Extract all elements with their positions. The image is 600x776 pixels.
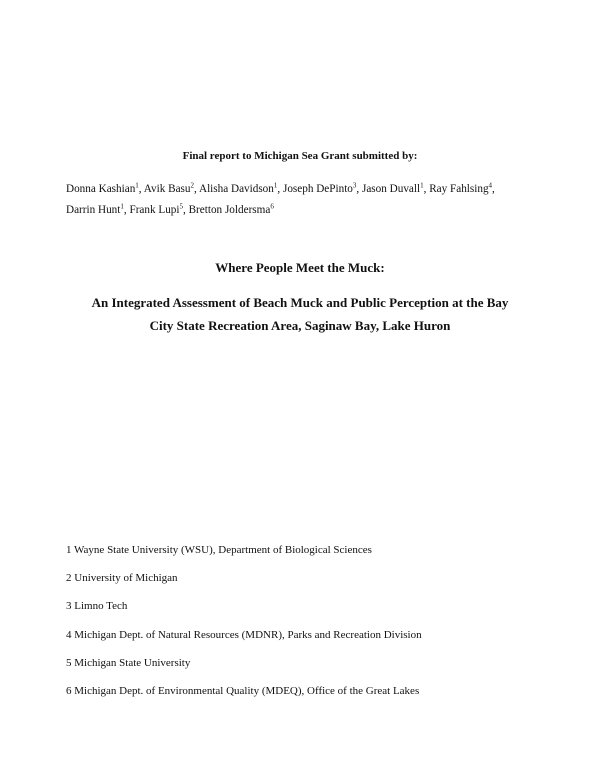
author-name: Jason Duvall <box>361 183 421 195</box>
author <box>144 183 194 195</box>
author <box>429 183 492 195</box>
affiliation-list <box>66 543 546 712</box>
author <box>129 204 183 216</box>
author-affiliation-number: 1 <box>135 181 139 190</box>
author-name: Bretton Joldersma <box>188 204 271 216</box>
report-title: Where People Meet the Muck: <box>215 260 385 275</box>
author-affiliation-number: 1 <box>420 181 424 190</box>
author-name: Frank Lupi <box>129 204 180 216</box>
affiliation-item: 4 Michigan Dept. of Natural Resources (MDNR), Parks and Recreation Division <box>66 628 422 641</box>
author-name: Avik Basu <box>143 183 191 195</box>
affiliation-item: 1 Wayne State University (WSU), Department of Biological Sciences <box>66 544 372 556</box>
author-affiliation-number: 2 <box>190 181 194 190</box>
report-subtitle <box>60 291 540 337</box>
author <box>283 183 356 195</box>
author <box>66 183 139 195</box>
affiliation-item: 2 University of Michigan <box>66 572 178 585</box>
affiliation-item: 6 Michigan Dept. of Environmental Quality (MDEQ), Office of the Great Lakes <box>66 684 420 697</box>
report-subtitle-line: An Integrated Assessment of Beach Muck and Public Perception at the Bay <box>91 295 509 310</box>
author-list: Donna Kashian$^1$, Avik Basu$^2$, Alisha Davidson$^1$, Joseph DePinto$^3$, Jason Duvall$^1$, Ray Fahlsing$^4$, Darrin Hunt$^1$, Frank Lupi$^5$, Bretton Joldersma$^6$ <box>66 181 498 216</box>
author-name: Joseph DePinto <box>282 183 353 195</box>
report-submission-line: Final report to Michigan Sea Grant submitted by: <box>182 150 418 162</box>
author-affiliation-number: 5 <box>179 202 183 211</box>
author-affiliation-number: 1 <box>120 202 124 211</box>
author-name: Alisha Davidson <box>198 183 274 195</box>
author <box>189 204 274 216</box>
author-name: Ray Fahlsing <box>429 183 489 195</box>
author <box>66 204 124 216</box>
affiliation-item: 5 Michigan State University <box>66 656 191 669</box>
author <box>362 183 424 195</box>
author-affiliation-number: 1 <box>273 181 278 190</box>
affiliation-item: 3 Limno Tech <box>66 600 128 613</box>
author-affiliation-number: 3 <box>352 181 357 190</box>
author <box>199 183 277 195</box>
author-name: Donna Kashian <box>66 183 136 195</box>
author-affiliation-number: 6 <box>270 202 274 211</box>
report-subtitle-line: City State Recreation Area, Saginaw Bay, Lake Huron <box>149 318 451 333</box>
author-name: Darrin Hunt <box>66 204 121 216</box>
author-affiliation-number: 4 <box>488 181 493 190</box>
